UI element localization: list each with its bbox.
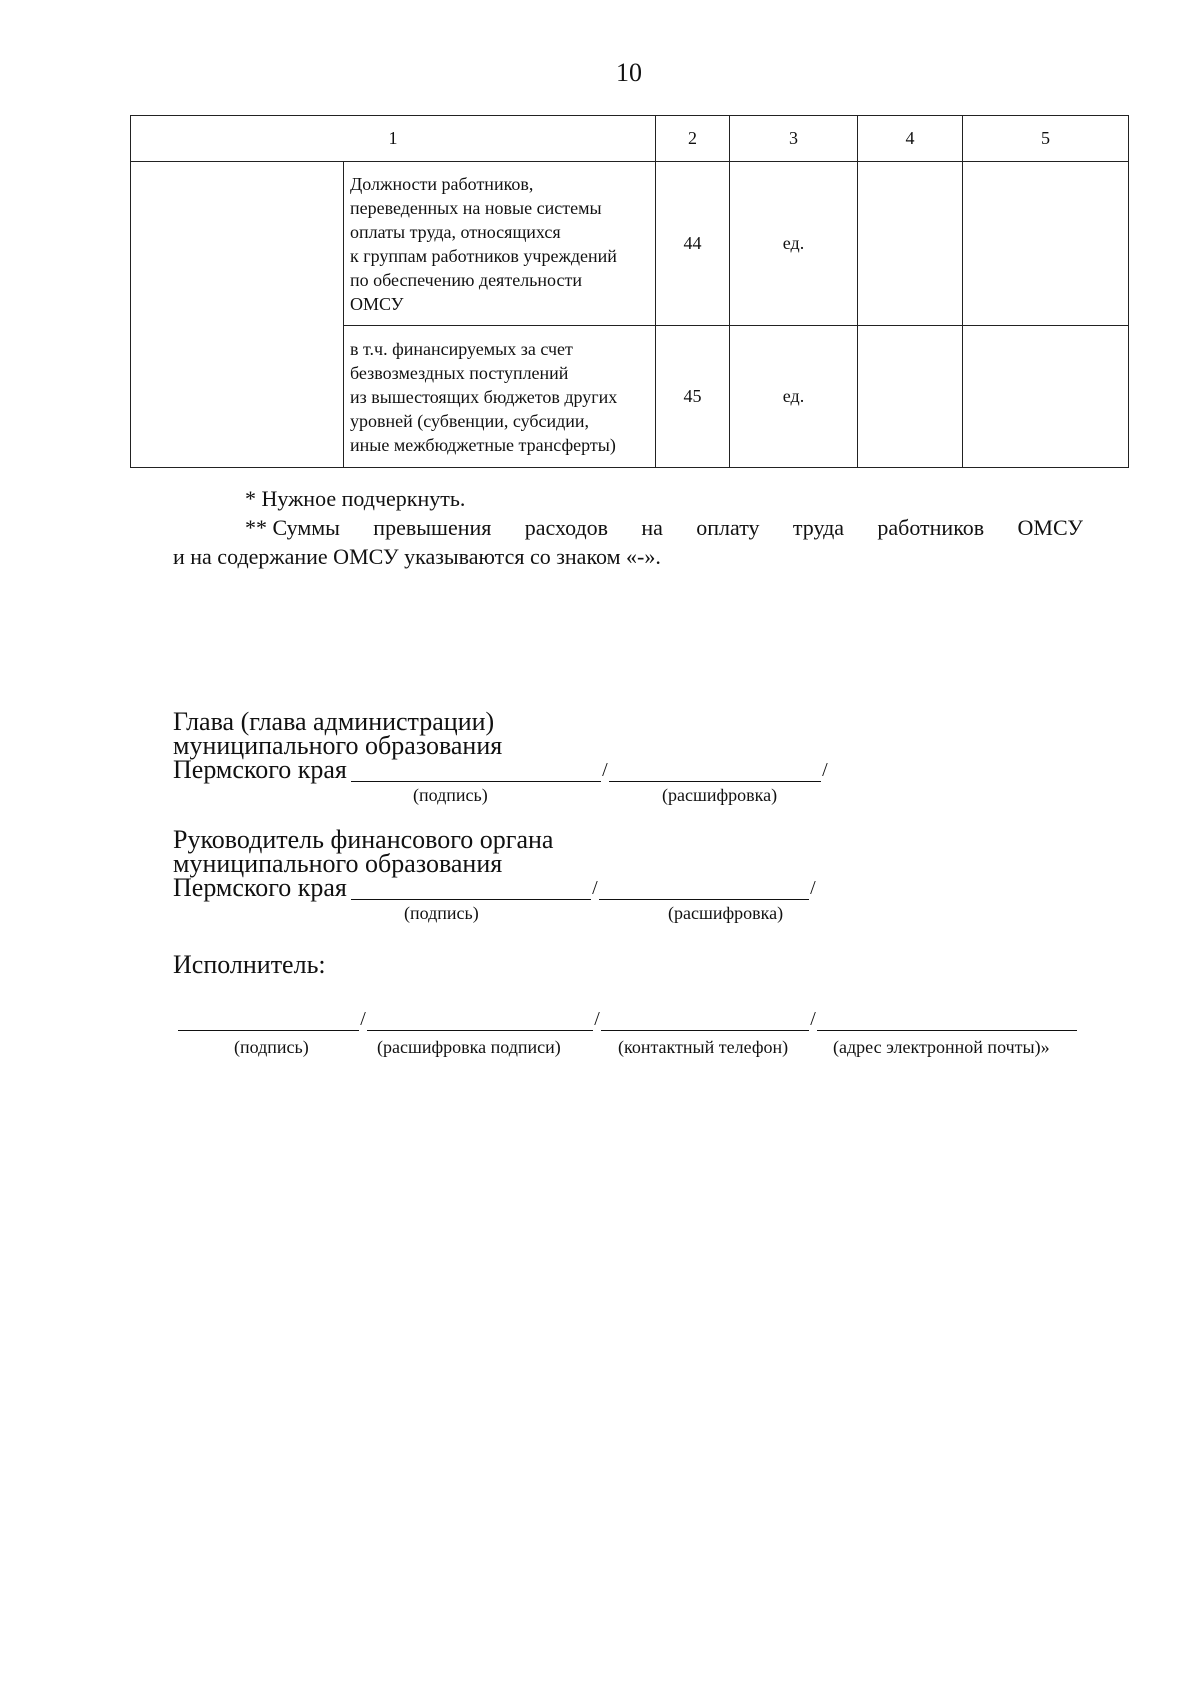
executor-caption-sign: (подпись) bbox=[234, 1037, 309, 1057]
header-cell-3: 3 bbox=[730, 116, 858, 162]
desc-line: Должности работников, bbox=[350, 173, 534, 194]
finance-signature-line[interactable] bbox=[351, 877, 591, 900]
row-description bbox=[344, 326, 656, 468]
footnote-word: превышения bbox=[373, 515, 492, 540]
finance-signature-block bbox=[173, 825, 817, 902]
slash-divider: / bbox=[594, 1008, 600, 1030]
slash-divider: / bbox=[602, 759, 608, 781]
executor-lines bbox=[178, 1008, 1077, 1031]
desc-line: в т.ч. финансируемых за счет bbox=[350, 338, 573, 359]
page-number: 10 bbox=[616, 58, 642, 87]
table-header-row bbox=[131, 116, 1129, 162]
executor-signature-line[interactable] bbox=[178, 1008, 359, 1031]
slash-divider: / bbox=[592, 877, 598, 899]
footnote-word: ** Суммы bbox=[245, 515, 340, 540]
head-decode-line[interactable] bbox=[609, 759, 821, 782]
header-cell-4: 4 bbox=[858, 116, 963, 162]
footnote-word: работников bbox=[877, 515, 985, 540]
slash-divider: / bbox=[360, 1008, 366, 1030]
finance-signature-row bbox=[173, 873, 817, 902]
data-table bbox=[130, 115, 1129, 468]
desc-line: иные межбюджетные трансферты) bbox=[350, 434, 616, 455]
footnote-2 bbox=[173, 513, 1083, 542]
footnote-word: на bbox=[641, 515, 663, 540]
desc-line: ОМСУ bbox=[350, 293, 404, 314]
head-signature-block bbox=[173, 707, 829, 784]
table-group-cell bbox=[131, 162, 344, 468]
footnote-word: оплату bbox=[696, 515, 760, 540]
row-col5 bbox=[963, 326, 1129, 468]
desc-line: уровней (субвенции, субсидии, bbox=[350, 410, 590, 431]
finance-title-line2: муниципального образования bbox=[173, 849, 503, 878]
desc-line: оплаты труда, относящихся bbox=[350, 221, 561, 242]
executor-label: Исполнитель: bbox=[173, 950, 326, 979]
header-cell-1: 1 bbox=[131, 116, 656, 162]
footnote-word: труда bbox=[792, 515, 845, 540]
head-title-line2: муниципального образования bbox=[173, 731, 503, 760]
footnotes bbox=[173, 484, 1083, 571]
executor-caption-decode: (расшифровка подписи) bbox=[377, 1037, 561, 1057]
head-title-line1: Глава (глава администрации) bbox=[173, 707, 495, 736]
head-title-line3: Пермского края bbox=[173, 755, 347, 784]
footnote-word: ОМСУ bbox=[1017, 515, 1083, 540]
header-cell-2: 2 bbox=[656, 116, 730, 162]
row-unit: ед. bbox=[730, 162, 858, 326]
slash-divider: / bbox=[810, 877, 816, 899]
desc-line: к группам работников учреждений bbox=[350, 245, 617, 266]
row-description bbox=[344, 162, 656, 326]
row-code: 44 bbox=[656, 162, 730, 326]
finance-caption-decode: (расшифровка) bbox=[668, 903, 784, 923]
executor-caption-email: (адрес электронной почты)» bbox=[833, 1037, 1050, 1057]
finance-title-line3: Пермского края bbox=[173, 873, 347, 902]
executor-email-line[interactable] bbox=[817, 1008, 1077, 1031]
footnote-1: * Нужное подчеркнуть. bbox=[245, 486, 466, 511]
desc-line: по обеспечению деятельности bbox=[350, 269, 582, 290]
finance-title-line1: Руководитель финансового органа bbox=[173, 825, 554, 854]
finance-caption-sign: (подпись) bbox=[404, 903, 479, 923]
slash-divider: / bbox=[810, 1008, 816, 1030]
row-unit: ед. bbox=[730, 326, 858, 468]
finance-decode-line[interactable] bbox=[599, 877, 809, 900]
footnote-word: расходов bbox=[524, 515, 609, 540]
slash-divider: / bbox=[822, 759, 828, 781]
footnote-2-continued: и на содержание ОМСУ указываются со знаком «-». bbox=[173, 544, 661, 569]
executor-decode-line[interactable] bbox=[367, 1008, 593, 1031]
executor-caption-phone: (контактный телефон) bbox=[618, 1037, 789, 1057]
head-signature-row bbox=[173, 755, 829, 784]
header-cell-5: 5 bbox=[963, 116, 1129, 162]
row-col4 bbox=[858, 162, 963, 326]
row-col4 bbox=[858, 326, 963, 468]
desc-line: из вышестоящих бюджетов других bbox=[350, 386, 618, 407]
desc-line: безвозмездных поступлений bbox=[350, 362, 569, 383]
executor-phone-line[interactable] bbox=[601, 1008, 809, 1031]
desc-line: переведенных на новые системы bbox=[350, 197, 602, 218]
head-caption-decode: (расшифровка) bbox=[662, 785, 778, 805]
head-signature-line[interactable] bbox=[351, 759, 601, 782]
head-caption-sign: (подпись) bbox=[413, 785, 488, 805]
row-col5 bbox=[963, 162, 1129, 326]
table-row bbox=[131, 162, 1129, 326]
row-code: 45 bbox=[656, 326, 730, 468]
